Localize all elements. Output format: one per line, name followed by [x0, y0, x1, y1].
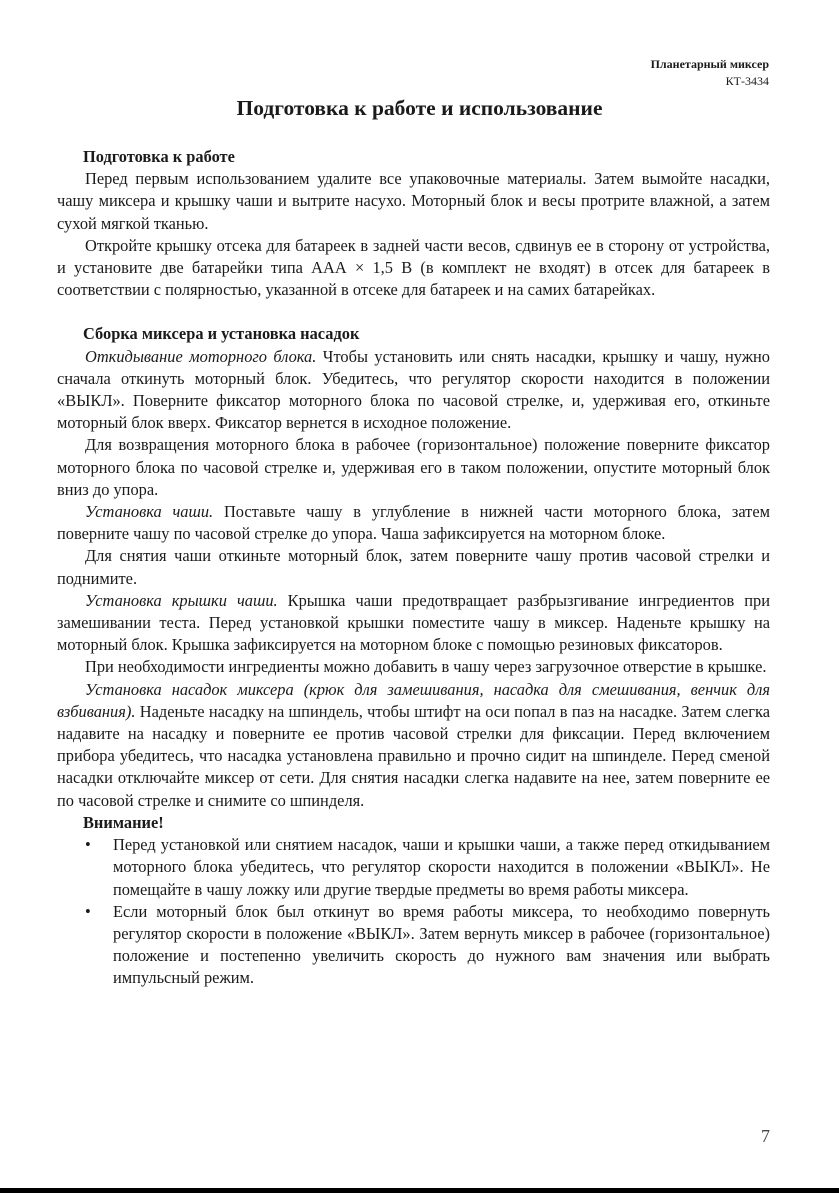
- paragraph: При необходимости ингредиенты можно добавить в чашу через загрузочное отверстие в крышке.: [85, 657, 767, 677]
- paragraph: Для возвращения моторного блока в рабочее (горизонтальное) положение поверните фиксатор моторного блока по часовой стрелке и, удерживая его в таком положении, опустите моторный блок вниз до упора.: [57, 435, 770, 499]
- paragraph: Для снятия чаши откиньте моторный блок, затем поверните чашу против часовой стрелки и поднимите.: [57, 546, 770, 588]
- paragraph-lead-italic: Установка насадок миксера (крюк для замешивания, насадка для смешивания, венчик для взбивания).: [57, 679, 770, 721]
- warning-item: [57, 901, 770, 990]
- warning-item: [57, 834, 770, 901]
- paragraph-text: Наденьте насадку на шпиндель, чтобы штифт на оси попал в паз на насадке. Затем слегка надавите на насадку и поверните ее против часовой стрелки для фиксации. Перед включением прибора убедитесь, что насадка установлена правильно и прочно сидит на шпинделе. Перед сменой насадки отключайте миксер от сети. Для снятия насадки слегка надавите на нее, затем поверните ее по часовой стрелке и снимите со шпинделя.: [57, 701, 770, 810]
- bullet-icon: •: [85, 901, 91, 921]
- paragraph: Откройте крышку отсека для батареек в задней части весов, сдвинув ее в сторону от устройства, и установите две батарейки типа ААА × 1,5 В (в комплект не входят) в отсек для батареек в соответствии с полярностью, указанной в отсеке для батареек и на самих батарейках.: [57, 235, 770, 300]
- warning-item-text: Перед установкой или снятием насадок, чаши и крышки чаши, а также перед откидыванием моторного блока убедитесь, что регулятор скорости находится в положении «ВЫКЛ». Не помещайте в чашу ложку или другие твердые предметы во время работы миксера.: [113, 835, 770, 899]
- paragraph: [57, 501, 770, 545]
- warning-item-text: Если моторный блок был откинут во время работы миксера, то необходимо повернуть регулятор скорости в положение «ВЫКЛ». Затем вернуть миксер в рабочее (горизонтальное) положение и постепенно увеличить скорость до нужного вам значения или выбрать импульсный режим.: [113, 901, 770, 988]
- section-heading-assembly: Сборка миксера и установка насадок: [83, 324, 360, 344]
- paragraph: [57, 679, 770, 812]
- bottom-border: [0, 1188, 839, 1193]
- paragraph: [57, 590, 770, 657]
- section-heading-preparation: Подготовка к работе: [83, 147, 235, 166]
- warning-heading: Внимание!: [83, 812, 164, 832]
- page-header: [651, 56, 769, 90]
- page-title: Подготовка к работе и использование: [236, 96, 603, 120]
- paragraph: Перед первым использованием удалите все упаковочные материалы. Затем вымойте насадки, чашу миксера и крышку чаши и вытрите насухо. Моторный блок и весы протрите влажной, а затем сухой мягкой тканью.: [57, 169, 770, 233]
- paragraph-text: Поставьте чашу в углубление в нижней части моторного блока, затем поверните чашу по часовой стрелке до упора. Чаша зафиксируется на моторном блоке.: [57, 502, 770, 544]
- paragraph-lead-italic: Установка чаши.: [85, 502, 214, 522]
- document-body: [57, 146, 770, 990]
- header-product: Планетарный миксер: [650, 57, 769, 71]
- paragraph-lead-italic: Откидывание моторного блока.: [85, 346, 317, 366]
- paragraph-lead-italic: Установка крышки чаши.: [85, 590, 278, 610]
- bullet-icon: •: [85, 835, 91, 855]
- paragraph-text: Крышка чаши предотвращает разбрызгивание ингредиентов при замешивании теста. Перед установкой крышки поместите чашу в миксер. Наденьте крышку на моторный блок. Крышка зафиксируется на моторном блоке с помощью резиновых фиксаторов.: [57, 590, 770, 655]
- paragraph: [57, 346, 770, 435]
- page-number: 7: [761, 1126, 770, 1146]
- header-model: КТ-3434: [725, 74, 769, 88]
- paragraph-text: Чтобы установить или снять насадки, крышку и чашу, нужно сначала откинуть моторный блок. Убедитесь, что регулятор скорости находится в положении «ВЫКЛ». Поверните фиксатор моторного блока по часовой стрелке, и, удерживая его, откиньте моторный блок вверх. Фиксатор вернется в исходное положение.: [57, 346, 770, 433]
